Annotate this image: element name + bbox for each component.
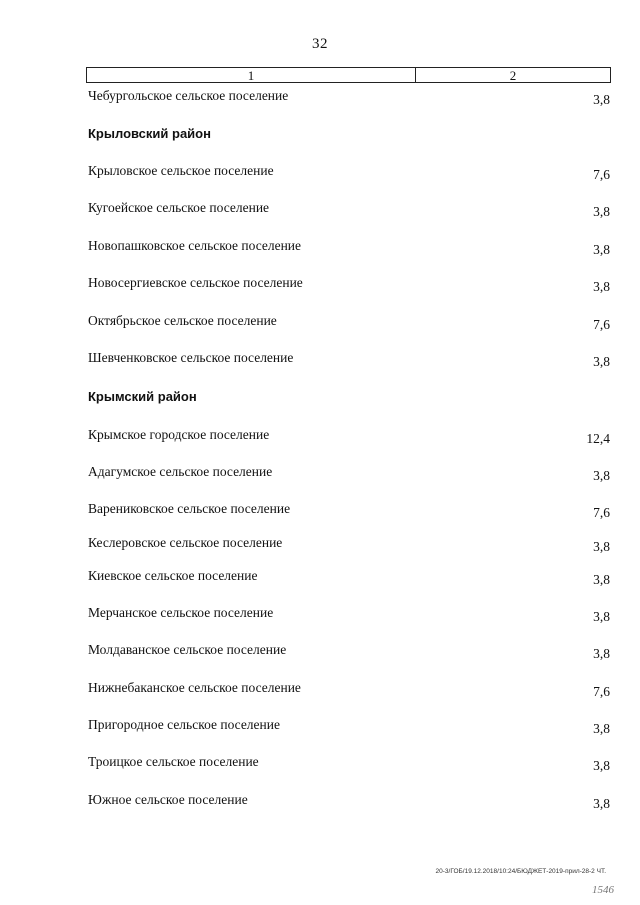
settlement-row bbox=[88, 462, 612, 482]
settlement-value: 7,6 bbox=[593, 167, 610, 182]
settlement-value: 3,8 bbox=[593, 758, 610, 773]
settlement-value: 3,8 bbox=[593, 572, 610, 587]
settlement-row bbox=[88, 715, 612, 735]
settlement-row bbox=[88, 86, 612, 106]
settlement-value: 7,6 bbox=[593, 317, 610, 332]
settlement-value: 3,8 bbox=[593, 92, 610, 107]
settlement-value: 3,8 bbox=[593, 609, 610, 624]
settlement-row bbox=[88, 198, 612, 218]
settlement-row bbox=[88, 640, 612, 660]
settlement-value: 3,8 bbox=[593, 279, 610, 294]
settlement-value: 12,4 bbox=[586, 431, 610, 446]
settlement-name: Троицкое сельское поселение bbox=[88, 754, 259, 769]
settlement-row bbox=[88, 533, 612, 553]
settlement-row bbox=[88, 603, 612, 623]
settlement-name: Крыловское сельское поселение bbox=[88, 163, 274, 178]
settlement-name: Новосергиевское сельское поселение bbox=[88, 275, 303, 290]
page-number: 32 bbox=[312, 36, 328, 52]
settlement-name: Пригородное сельское поселение bbox=[88, 717, 280, 732]
settlement-name: Мерчанское сельское поселение bbox=[88, 605, 274, 620]
table-header-col2: 2 bbox=[509, 68, 517, 83]
settlement-name: Кеслеровское сельское поселение bbox=[88, 535, 283, 550]
settlement-name: Новопашковское сельское поселение bbox=[88, 238, 302, 253]
settlement-value: 3,8 bbox=[593, 796, 610, 811]
settlement-row bbox=[88, 752, 612, 772]
settlement-value: 7,6 bbox=[593, 505, 610, 520]
settlement-name: Адагумское сельское поселение bbox=[88, 464, 273, 479]
document-code: 1546 bbox=[592, 884, 614, 896]
settlement-name: Варениковское сельское поселение bbox=[88, 501, 291, 516]
settlement-name: Октябрьское сельское поселение bbox=[88, 313, 277, 328]
settlement-name: Чебургольское сельское поселение bbox=[88, 88, 289, 103]
settlement-name: Нижнебаканское сельское поселение bbox=[88, 680, 301, 695]
settlement-name: Кугоейское сельское поселение bbox=[88, 200, 270, 215]
settlement-row bbox=[88, 311, 612, 331]
document-path: 20-3/ГОБ/19.12.2018/10:24/БЮДЖЕТ-2019-прил-28-2 ЧТ. bbox=[435, 868, 606, 875]
table-header bbox=[86, 67, 611, 83]
settlement-value: 3,8 bbox=[593, 539, 610, 554]
table-header-col1: 1 bbox=[87, 68, 416, 82]
settlement-value: 3,8 bbox=[593, 204, 610, 219]
settlement-row bbox=[88, 161, 612, 181]
settlement-name: Крымское городское поселение bbox=[88, 427, 270, 442]
settlement-row bbox=[88, 425, 612, 445]
settlement-value: 7,6 bbox=[593, 684, 610, 699]
settlement-value: 3,8 bbox=[593, 646, 610, 661]
settlement-name: Молдаванское сельское поселение bbox=[88, 642, 287, 657]
settlement-value: 3,8 bbox=[593, 354, 610, 369]
settlement-value: 3,8 bbox=[593, 242, 610, 257]
settlement-row bbox=[88, 499, 612, 519]
settlement-row bbox=[88, 236, 612, 256]
district-heading: Крыловский район bbox=[88, 126, 211, 141]
settlement-row bbox=[88, 566, 612, 586]
settlement-row bbox=[88, 790, 612, 810]
settlement-name: Киевское сельское поселение bbox=[88, 568, 258, 583]
settlement-name: Шевченковское сельское поселение bbox=[88, 350, 294, 365]
settlement-value: 3,8 bbox=[593, 468, 610, 483]
settlement-row bbox=[88, 273, 612, 293]
settlement-name: Южное сельское поселение bbox=[88, 792, 248, 807]
settlement-row bbox=[88, 348, 612, 368]
settlement-row bbox=[88, 678, 612, 698]
settlement-value: 3,8 bbox=[593, 721, 610, 736]
district-heading: Крымский район bbox=[88, 389, 197, 404]
